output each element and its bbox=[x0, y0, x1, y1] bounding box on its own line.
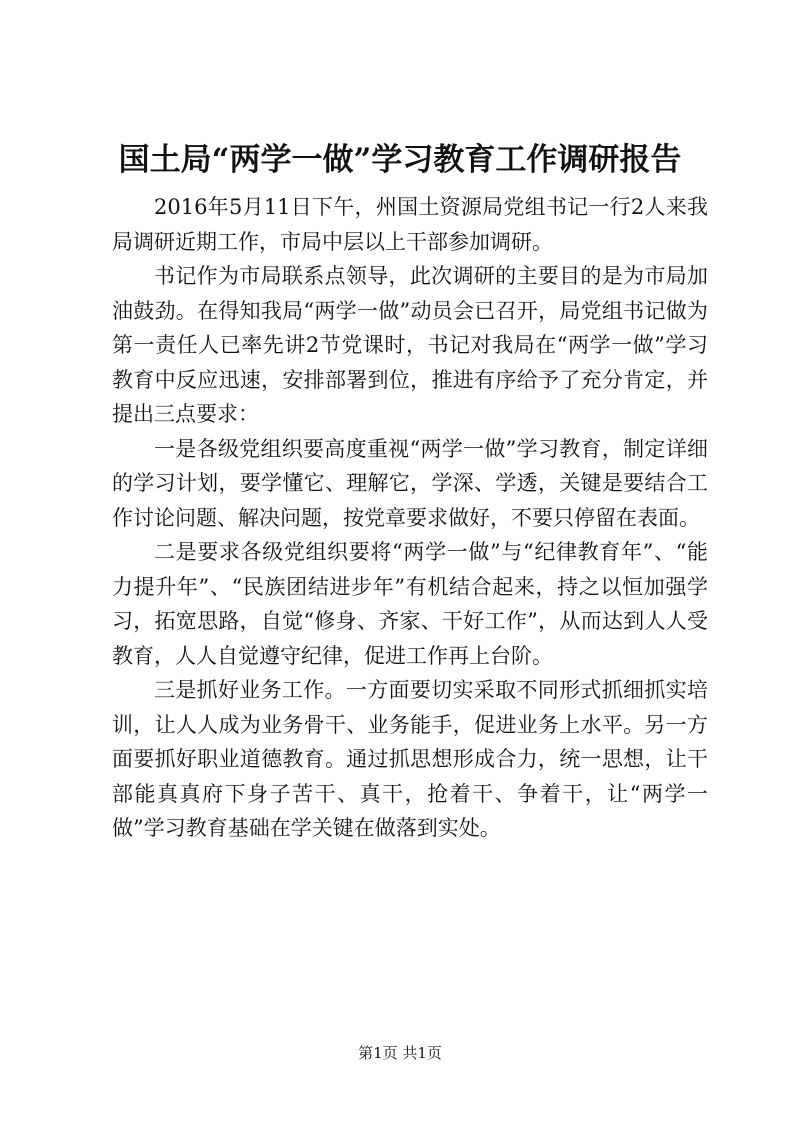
page-number-footer: 第1页 共1页 bbox=[358, 1044, 442, 1062]
paragraph-4: 二是要求各级党组织要将“两学一做”与“纪律教育年”、“能力提升年”、“民族团结进步年”有机结合起来，持之以恒加强学习，拓宽思路，自觉“修身、齐家、干好工作”，从而达到人人受教育，人人自觉遵守纪律，促进工作再上台阶。 bbox=[112, 540, 708, 668]
document-body bbox=[112, 190, 708, 846]
paragraph-3: 一是各级党组织要高度重视“两学一做”学习教育，制定详细的学习计划，要学懂它、理解它，学深、学透，关键是要结合工作讨论问题、解决问题，按党章要求做好，不要只停留在表面。 bbox=[112, 436, 708, 530]
document-title: 国土局“两学一做”学习教育工作调研报告 bbox=[118, 142, 682, 178]
paragraph-5: 三是抓好业务工作。一方面要切实采取不同形式抓细抓实培训，让人人成为业务骨干、业务能手，促进业务上水平。另一方面要抓好职业道德教育。通过抓思想形成合力，统一思想，让干部能真真府下身子苦干、真干，抢着干、争着干，让“两学一做”学习教育基础在学关键在做落到实处。 bbox=[112, 678, 708, 840]
paragraph-1: 2016年5月11日下午，州国土资源局党组书记一行2人来我局调研近期工作，市局中层以上干部参加调研。 bbox=[112, 195, 708, 254]
paragraph-2: 书记作为市局联系点领导，此次调研的主要目的是为市局加油鼓劲。在得知我局“两学一做”动员会已召开，局党组书记做为第一责任人已率先讲2节党课时，书记对我局在“两学一做”学习教育中反应迅速，安排部署到位，推进有序给予了充分肯定，并提出三点要求： bbox=[112, 264, 708, 426]
